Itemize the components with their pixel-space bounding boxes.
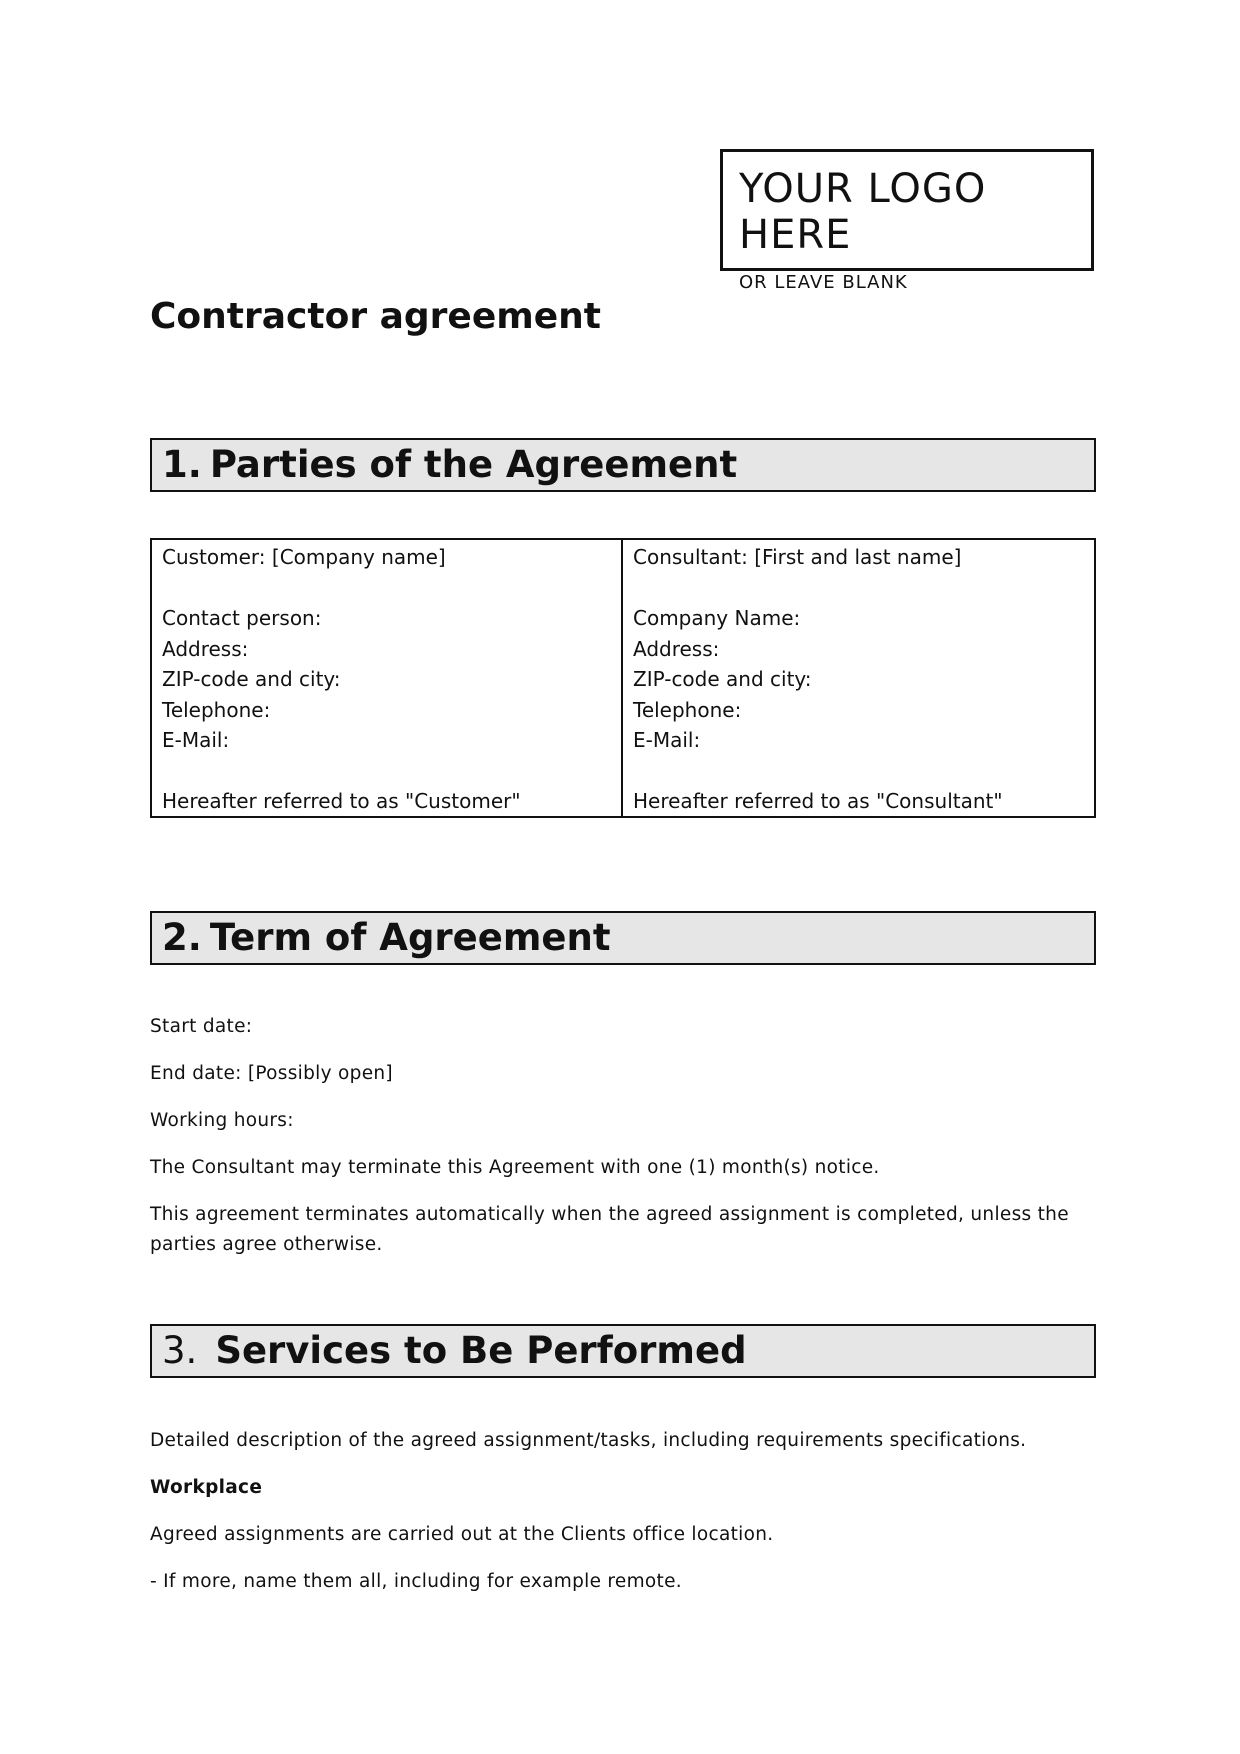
consultant-column [623, 540, 1094, 816]
customer-heading: Customer: [Company name] [162, 545, 446, 569]
workplace-heading: Workplace [150, 1477, 263, 1498]
workplace-note: - If more, name them all, including for example remote. [150, 1571, 682, 1592]
consultant-phone: Telephone: [633, 697, 742, 722]
section-title: Services to Be Performed [215, 1329, 747, 1372]
section-number: 1. [162, 443, 202, 486]
section-header-services [150, 1324, 1096, 1378]
term-start-date: Start date: [150, 1016, 253, 1037]
logo-sub-text: OR LEAVE BLANK [739, 272, 908, 293]
section-header-parties [150, 438, 1096, 492]
page-title: Contractor agreement [150, 296, 602, 337]
section-header-term [150, 911, 1096, 965]
consultant-zip: ZIP-code and city: [633, 667, 812, 691]
logo-placeholder [720, 149, 1094, 293]
term-auto-termination: This agreement terminates automatically when the agreed assignment is completed, unless the parties agree otherwise. [150, 1204, 1069, 1255]
logo-main-text: YOUR LOGO HERE [739, 166, 987, 258]
customer-email: E-Mail: [162, 728, 230, 752]
customer-contact: Contact person: [162, 606, 322, 630]
consultant-company: Company Name: [633, 606, 801, 630]
consultant-heading: Consultant: [First and last name] [633, 545, 962, 569]
section-number: 2. [162, 916, 202, 959]
term-working-hours: Working hours: [150, 1110, 294, 1131]
section-number: 3. [162, 1329, 198, 1372]
customer-zip: ZIP-code and city: [162, 667, 341, 691]
workplace-text: Agreed assignments are carried out at the Clients office location. [150, 1524, 774, 1545]
section-title: Parties of the Agreement [209, 443, 738, 486]
consultant-email: E-Mail: [633, 728, 701, 752]
customer-referred: Hereafter referred to as "Customer" [162, 789, 521, 813]
section-title: Term of Agreement [209, 916, 611, 959]
term-end-date: End date: [Possibly open] [150, 1063, 393, 1084]
customer-address: Address: [162, 636, 249, 661]
term-notice: The Consultant may terminate this Agreement with one (1) month(s) notice. [150, 1157, 880, 1178]
customer-column [152, 540, 623, 816]
customer-phone: Telephone: [162, 697, 271, 722]
consultant-address: Address: [633, 636, 720, 661]
parties-table [150, 538, 1096, 818]
services-description: Detailed description of the agreed assignment/tasks, including requirements specifications. [150, 1430, 1027, 1451]
consultant-referred: Hereafter referred to as "Consultant" [633, 789, 1003, 813]
